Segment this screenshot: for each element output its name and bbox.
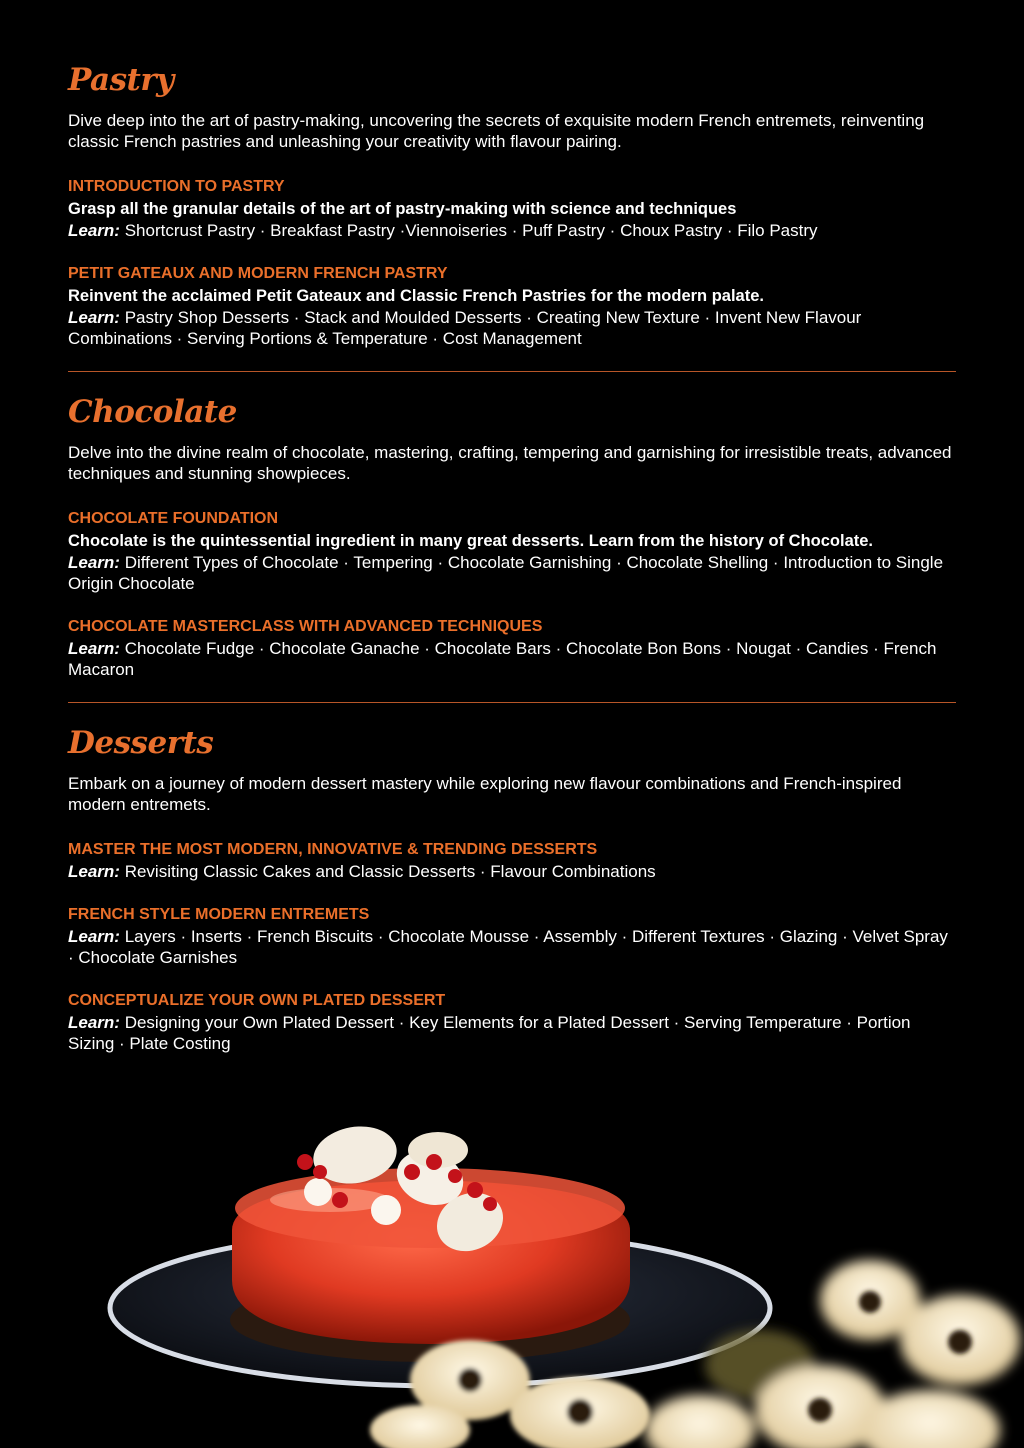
learn-text: Revisiting Classic Cakes and Classic Desserts · Flavour Combinations	[119, 862, 656, 881]
section-intro: Embark on a journey of modern dessert mastery while exploring new flavour combinations and French-inspired modern entremets.	[68, 774, 902, 814]
block-title: CONCEPTUALIZE YOUR OWN PLATED DESSERT	[68, 992, 446, 1009]
block-subtitle: Grasp all the granular details of the art of pastry-making with science and techniques	[68, 200, 737, 218]
block-title: PETIT GATEAUX AND MODERN FRENCH PASTRY	[68, 265, 448, 282]
block-title: FRENCH STYLE MODERN ENTREMETS	[68, 906, 370, 923]
learn-text: Layers · Inserts · French Biscuits · Chocolate Mousse · Assembly · Different Textures · Glazing · Velvet Spray · Chocolate Garnishes	[68, 927, 948, 967]
learn-label: Learn:	[68, 927, 120, 946]
course-block	[68, 616, 958, 680]
learn-label: Learn:	[68, 308, 120, 327]
section-title: Pastry	[68, 62, 174, 98]
block-subtitle: Chocolate is the quintessential ingredient in many great desserts. Learn from the history of Chocolate.	[68, 532, 873, 550]
learn-line	[68, 220, 958, 241]
block-title: CHOCOLATE MASTERCLASS WITH ADVANCED TECHNIQUES	[68, 618, 543, 635]
learn-line	[68, 307, 958, 349]
course-block	[68, 508, 958, 594]
block-title: INTRODUCTION TO PASTRY	[68, 178, 285, 195]
block-title: CHOCOLATE FOUNDATION	[68, 510, 279, 527]
course-block	[68, 263, 958, 349]
learn-label: Learn:	[68, 862, 120, 881]
learn-text: Designing your Own Plated Dessert · Key Elements for a Plated Dessert · Serving Temperature · Portion Sizing · Plate Costing	[68, 1013, 911, 1053]
section-intro: Delve into the divine realm of chocolate, mastering, crafting, tempering and garnishing for irresistible treats, advanced techniques and stunning showpieces.	[68, 443, 952, 483]
section-intro: Dive deep into the art of pastry-making, uncovering the secrets of exquisite modern French entremets, reinventing classic French pastries and unleashing your creativity with flavour pairing.	[68, 111, 925, 151]
learn-line	[68, 1012, 958, 1054]
learn-line	[68, 552, 958, 594]
learn-text: Different Types of Chocolate · Tempering · Chocolate Garnishing · Chocolate Shelling · Introduction to Single Origin Chocolate	[68, 553, 944, 593]
learn-line	[68, 861, 958, 882]
course-block	[68, 839, 958, 882]
course-block	[68, 990, 958, 1054]
section-title: Chocolate	[68, 394, 237, 430]
section-divider	[68, 702, 956, 703]
learn-line	[68, 926, 958, 968]
section-divider	[68, 371, 956, 372]
learn-text: Shortcrust Pastry · Breakfast Pastry ·Viennoiseries · Puff Pastry · Choux Pastry · Filo Pastry	[119, 221, 818, 240]
block-title: MASTER THE MOST MODERN, INNOVATIVE & TRENDING DESSERTS	[68, 841, 598, 858]
learn-text: Chocolate Fudge · Chocolate Ganache · Chocolate Bars · Chocolate Bon Bons · Nougat · Candies · French Macaron	[68, 639, 937, 679]
course-block	[68, 176, 958, 241]
meringue-icon	[371, 1195, 401, 1225]
block-subtitle: Reinvent the acclaimed Petit Gateaux and Classic French Pastries for the modern palate.	[68, 287, 764, 305]
section-pastry	[68, 62, 958, 349]
meringue-icon	[304, 1178, 332, 1206]
learn-line	[68, 638, 958, 680]
section-chocolate	[68, 394, 958, 680]
section-desserts	[68, 725, 958, 1054]
learn-text: Pastry Shop Desserts · Stack and Moulded Desserts · Creating New Texture · Invent New Flavour Combinations · Serving Portions & Temperature · Cost Management	[68, 308, 862, 348]
learn-label: Learn:	[68, 639, 120, 658]
dessert-photo	[0, 1080, 1024, 1448]
course-content	[68, 62, 958, 1076]
course-block	[68, 904, 958, 968]
learn-label: Learn:	[68, 1013, 120, 1032]
learn-label: Learn:	[68, 553, 120, 572]
learn-label: Learn:	[68, 221, 120, 240]
section-title: Desserts	[68, 725, 214, 761]
